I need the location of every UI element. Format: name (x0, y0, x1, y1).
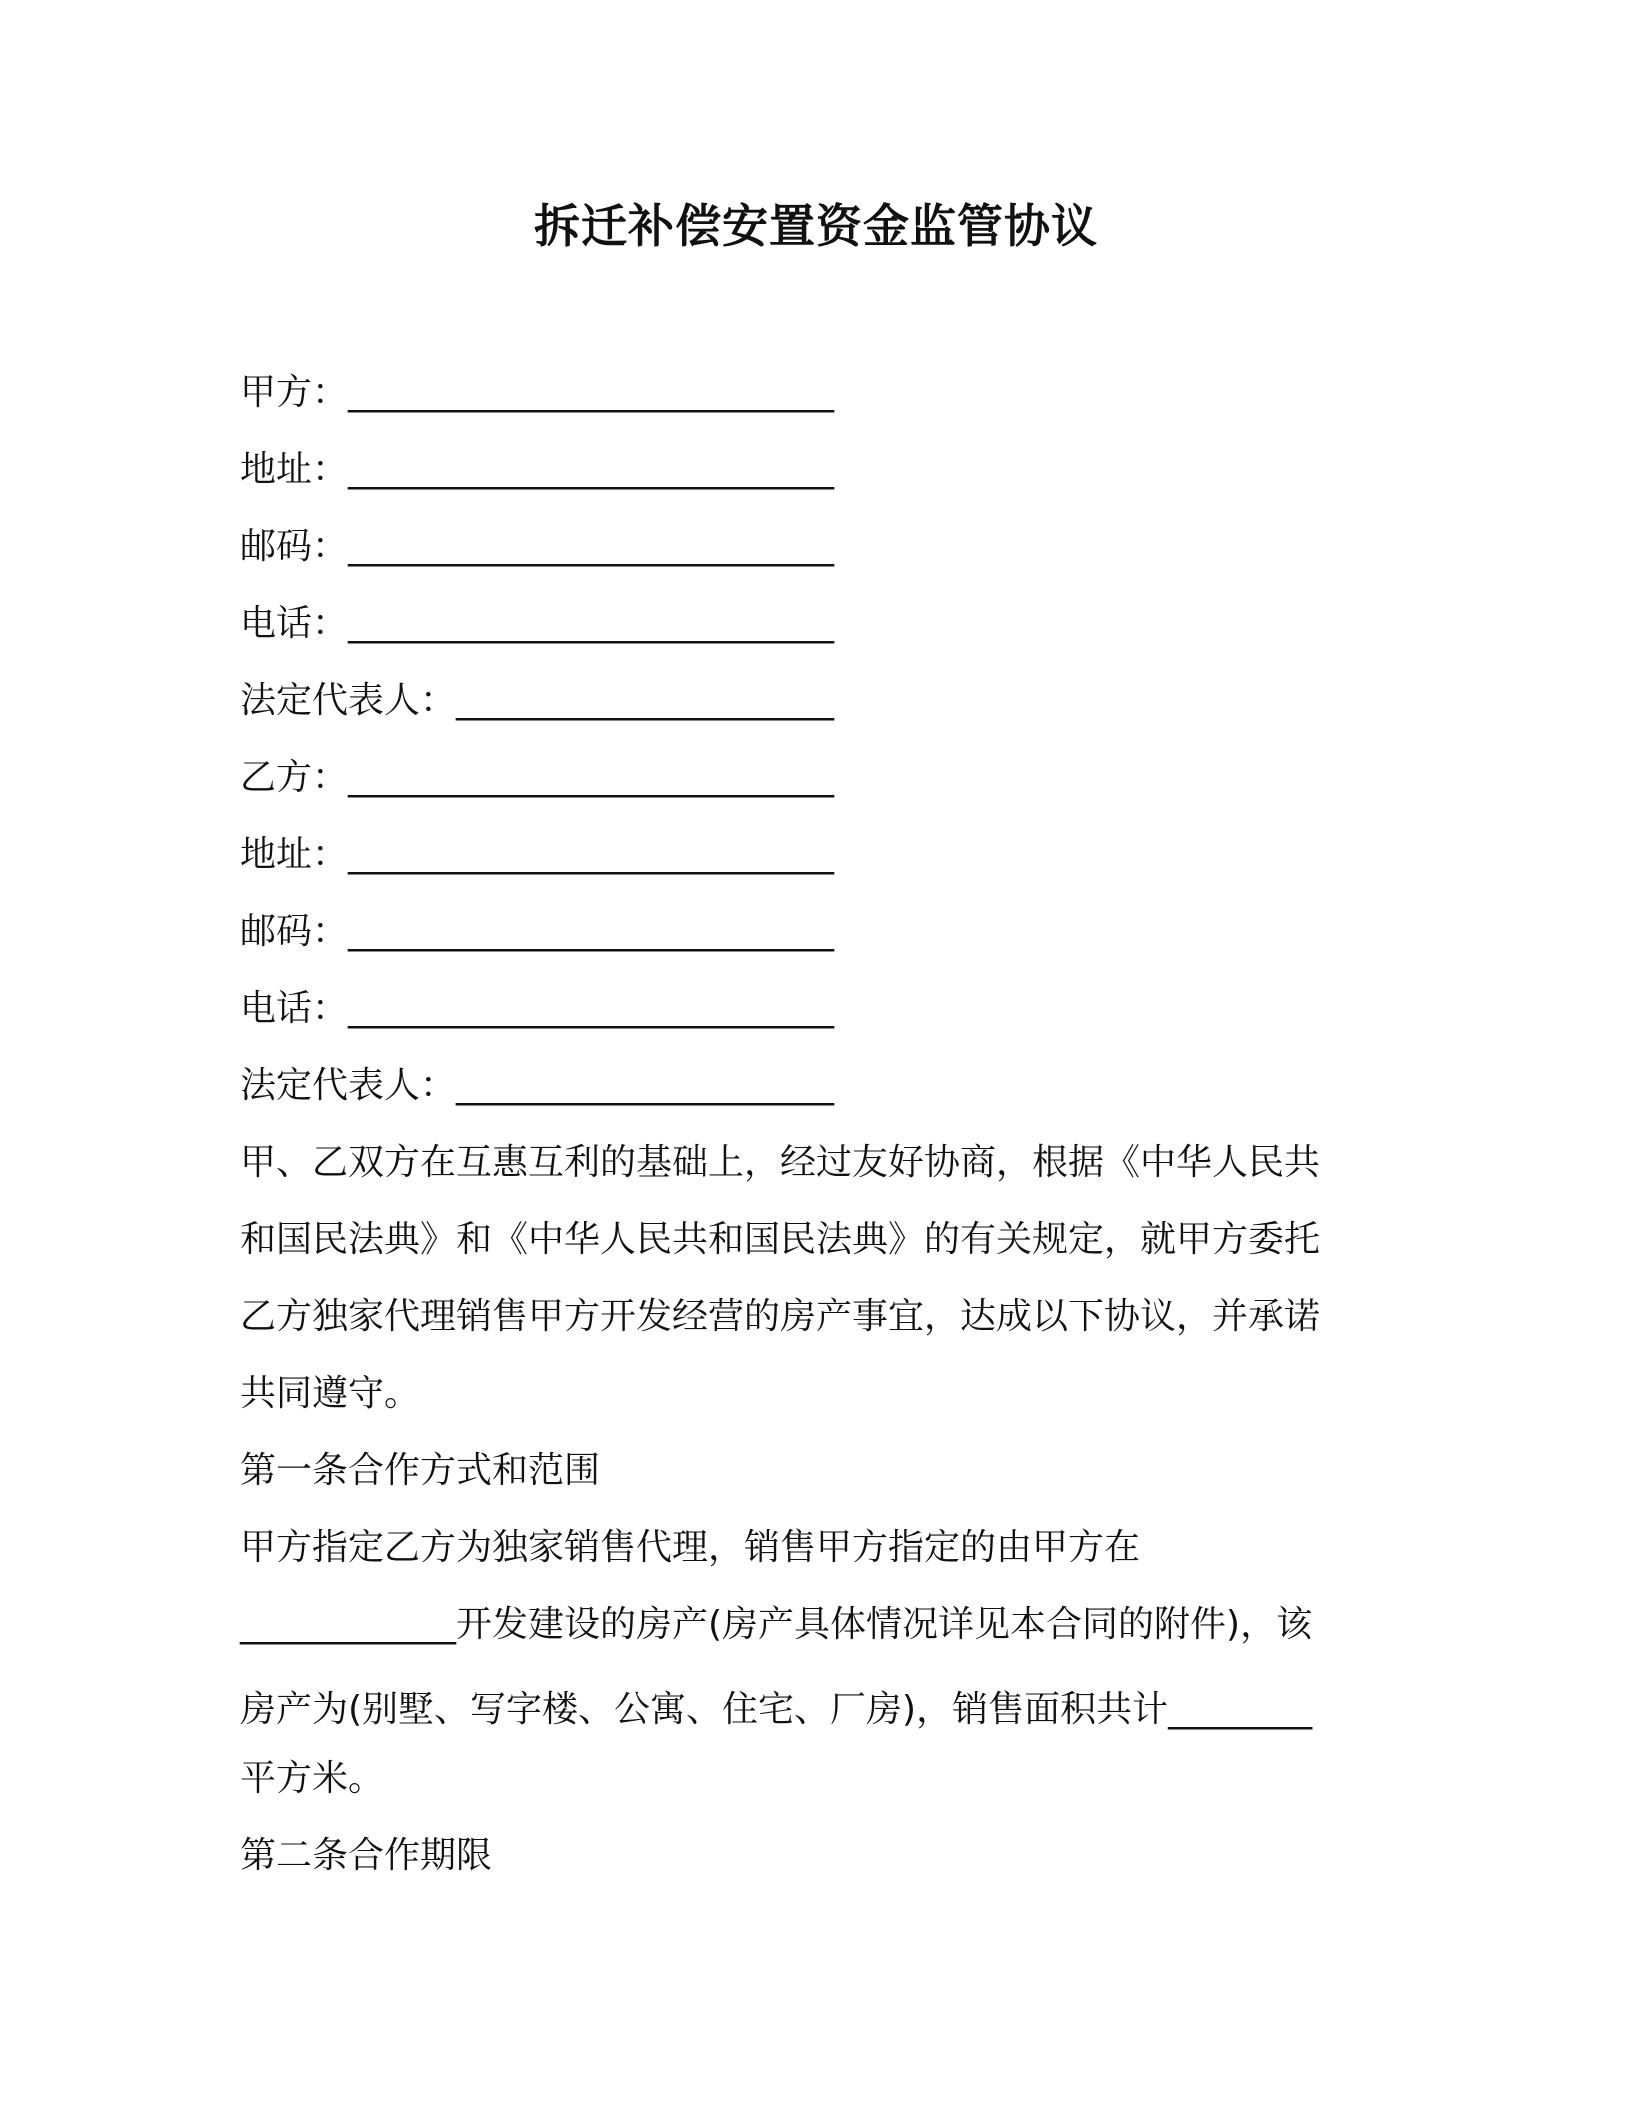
party-a-postcode-field: 邮码：___________________________ (240, 526, 835, 567)
party-b-representative-field: 法定代表人：_____________________ (240, 1065, 835, 1106)
party-a-name-field: 甲方：___________________________ (240, 372, 835, 413)
party-b-name-field: 乙方：___________________________ (240, 757, 835, 798)
preamble-line: 甲、乙双方在互惠互利的基础上，经过友好协商，根据《中华人民共 (240, 1142, 1321, 1183)
article-1-line: 甲方指定乙方为独家销售代理，销售甲方指定的由甲方在 (240, 1527, 1141, 1568)
party-b-postcode-field: 邮码：___________________________ (240, 911, 835, 952)
article-1-line: 房产为(别墅、写字楼、公寓、住宅、厂房)，销售面积共计________ (240, 1689, 1313, 1730)
article-1-line: 平方米。 (240, 1758, 385, 1799)
article-2-heading: 第二条合作期限 (240, 1835, 493, 1876)
article-1-line: ____________开发建设的房产(房产具体情况详见本合同的附件)，该 (240, 1604, 1313, 1645)
party-b-phone-field: 电话：___________________________ (240, 988, 835, 1029)
party-a-representative-field: 法定代表人：_____________________ (240, 680, 835, 721)
preamble-line: 乙方独家代理销售甲方开发经营的房产事宜，达成以下协议，并承诺 (240, 1296, 1321, 1337)
party-a-address-field: 地址：___________________________ (240, 449, 835, 490)
party-b-address-field: 地址：___________________________ (240, 834, 835, 875)
preamble-line: 和国民法典》和《中华人民共和国民法典》的有关规定，就甲方委托 (240, 1219, 1321, 1260)
document-title: 拆迁补偿安置资金监管协议 (534, 199, 1098, 253)
article-1-heading: 第一条合作方式和范围 (240, 1450, 601, 1491)
party-a-phone-field: 电话：___________________________ (240, 603, 835, 644)
preamble-line: 共同遵守。 (240, 1373, 421, 1414)
